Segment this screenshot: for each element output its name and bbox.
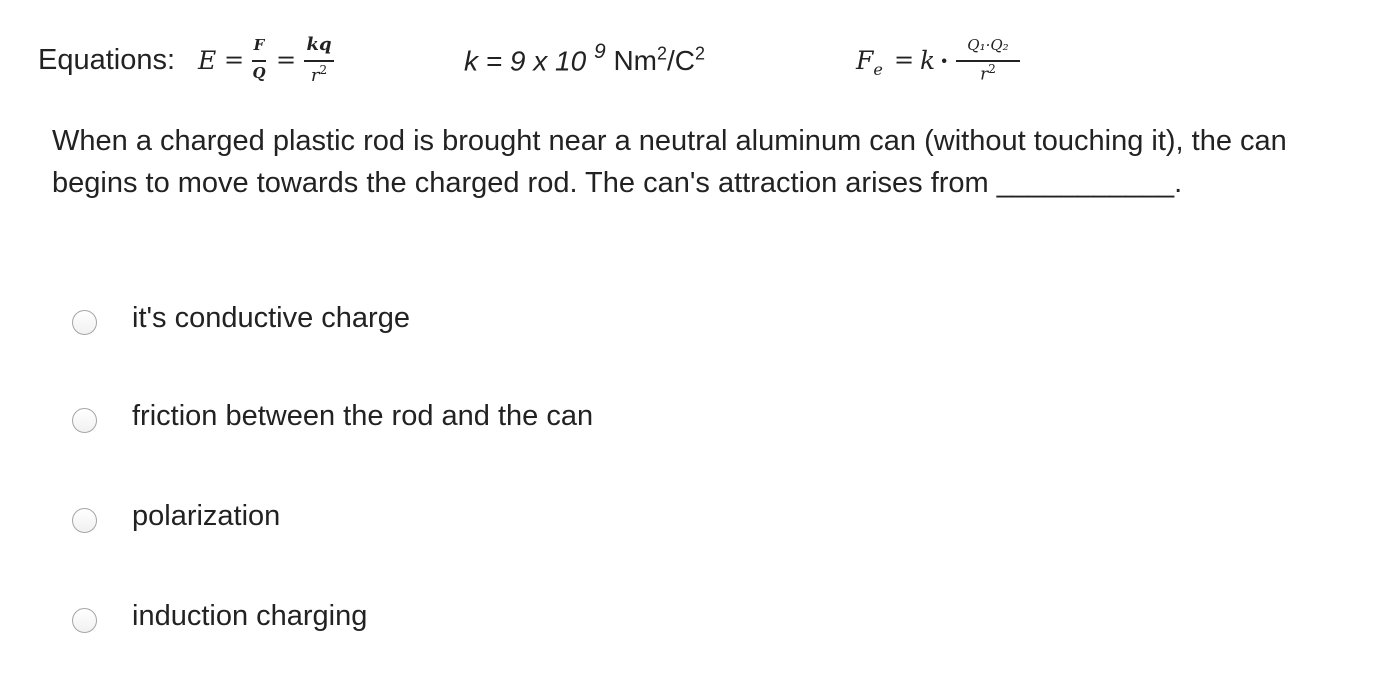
answer-option-2[interactable] xyxy=(72,400,772,440)
field-equals-1: = xyxy=(224,46,245,74)
answer-option-1[interactable] xyxy=(72,302,772,342)
answer-option-3[interactable] xyxy=(72,500,772,540)
coulomb-dot: · xyxy=(940,46,949,75)
constant-k-text: k = 9 x 10 xyxy=(464,45,587,77)
radio-button[interactable] xyxy=(72,408,97,433)
field-frac1-bar xyxy=(252,60,266,62)
answer-option-label[interactable]: polarization xyxy=(132,500,281,532)
coulomb-constant xyxy=(464,40,706,77)
answer-option-label[interactable]: friction between the rod and the can xyxy=(132,400,594,432)
equations-row xyxy=(38,30,1338,100)
radio-button[interactable] xyxy=(72,310,97,335)
field-frac2-bar xyxy=(304,60,334,62)
field-lhs: E xyxy=(198,46,217,75)
field-frac1-denominator: Q xyxy=(252,64,266,82)
field-frac1-numerator: F xyxy=(253,36,265,54)
answer-option-label[interactable]: it's conductive charge xyxy=(132,302,410,334)
constant-units: $Nm^2/C^2$ xyxy=(613,44,706,77)
coulomb-numerator: Q₁·Q₂ xyxy=(967,36,1009,54)
field-frac2-denominator: $r^2$ xyxy=(310,63,328,86)
radio-button[interactable] xyxy=(72,608,97,633)
coulomb-equals: = xyxy=(894,46,915,74)
equations-label: Equations: xyxy=(38,44,176,76)
field-equals-2: = xyxy=(276,46,297,74)
question-text: When a charged plastic rod is brought near a neutral aluminum can (without touching it), the can begins to move towards the charged rod. The can's attraction arises from ___________. xyxy=(52,125,1287,199)
constant-exponent: 9 xyxy=(593,40,606,64)
answer-option-label[interactable]: induction charging xyxy=(132,600,368,632)
coulomb-k: k xyxy=(920,46,936,75)
answer-option-4[interactable] xyxy=(72,600,772,640)
coulomb-denominator: $r^2$ xyxy=(980,62,996,85)
field-frac2-numerator: kq xyxy=(306,34,332,55)
radio-button[interactable] xyxy=(72,508,97,533)
coulomb-lhs: $F_e$ xyxy=(856,46,883,79)
